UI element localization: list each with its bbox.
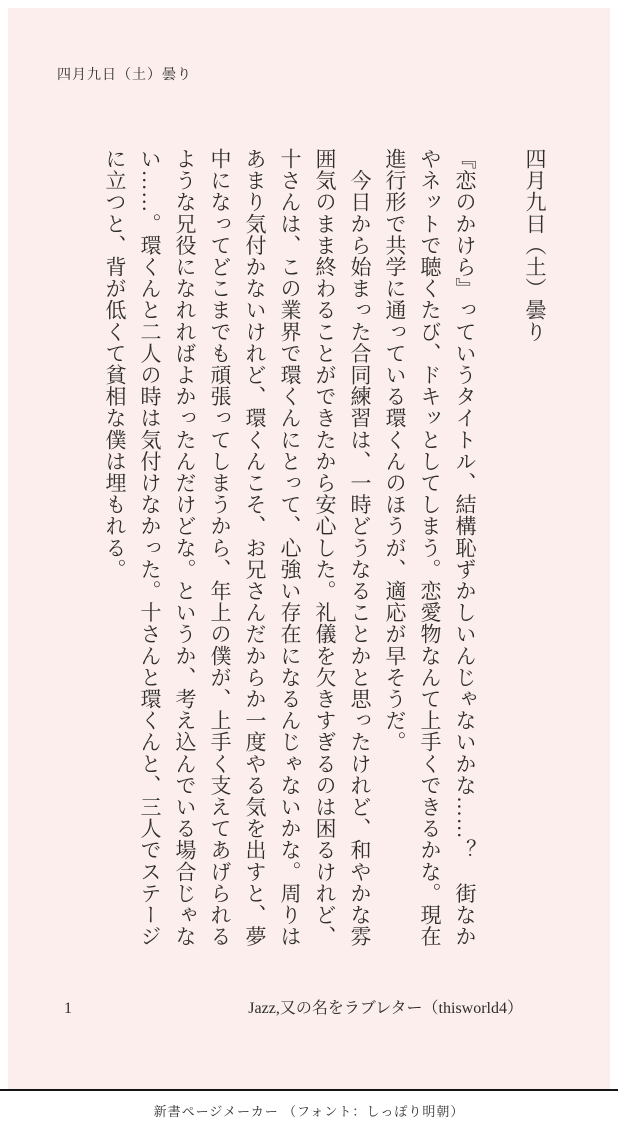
diary-page	[8, 8, 610, 1089]
diary-line-title: 四月九日（土）曇り	[523, 148, 547, 343]
diary-line: ような兄役になれればよかったんだけどな。というか、考え込んでいる場合じゃな	[173, 148, 197, 948]
work-title: Jazz,又の名をラブレター（thisworld4）	[248, 1000, 523, 1017]
generator-caption: 新書ページメーカー （フォント：しっぽり明朝）	[153, 1104, 465, 1119]
page-footer	[64, 995, 523, 1018]
diary-line: 囲気のまま終わることができたから安心した。礼儀を欠きすぎるのは困るけれど、	[313, 148, 337, 948]
page-header-date: 四月九日（土）曇り	[57, 68, 192, 83]
diary-body	[97, 148, 552, 968]
diary-line: 十さんは、この業界で環くんにとって、心強い存在になるんじゃないかな。周りは	[278, 148, 302, 948]
diary-line: 今日から始まった合同練習は、一時どうなることかと思ったけれど、和やかな雰	[348, 148, 372, 948]
diary-line: やネットで聴くたび、ドキッとしてしまう。恋愛物なんて上手くできるかな。現在	[418, 148, 442, 948]
diary-line: あまり気付かないけれど、環くんこそ、お兄さんだからか一度やる気を出すと、夢	[243, 148, 267, 948]
diary-line: 中になってどこまでも頑張ってしまうから、年上の僕が、上手く支えてあげられる	[208, 148, 232, 948]
divider-rule	[0, 1089, 618, 1091]
diary-line: に立つと、背が低くて貧相な僕は埋もれる。	[103, 148, 127, 580]
diary-line: 進行形で共学に通っている環くんのほうが、適応が早そうだ。	[383, 148, 407, 753]
diary-line: い……。環くんと二人の時は気付けなかった。十さんと環くんと、三人でステージ	[138, 148, 162, 948]
diary-line: 『恋のかけら』っていうタイトル、結構恥ずかしいんじゃないかな……？ 街なか	[453, 148, 477, 948]
page-number: 1	[64, 1000, 72, 1017]
